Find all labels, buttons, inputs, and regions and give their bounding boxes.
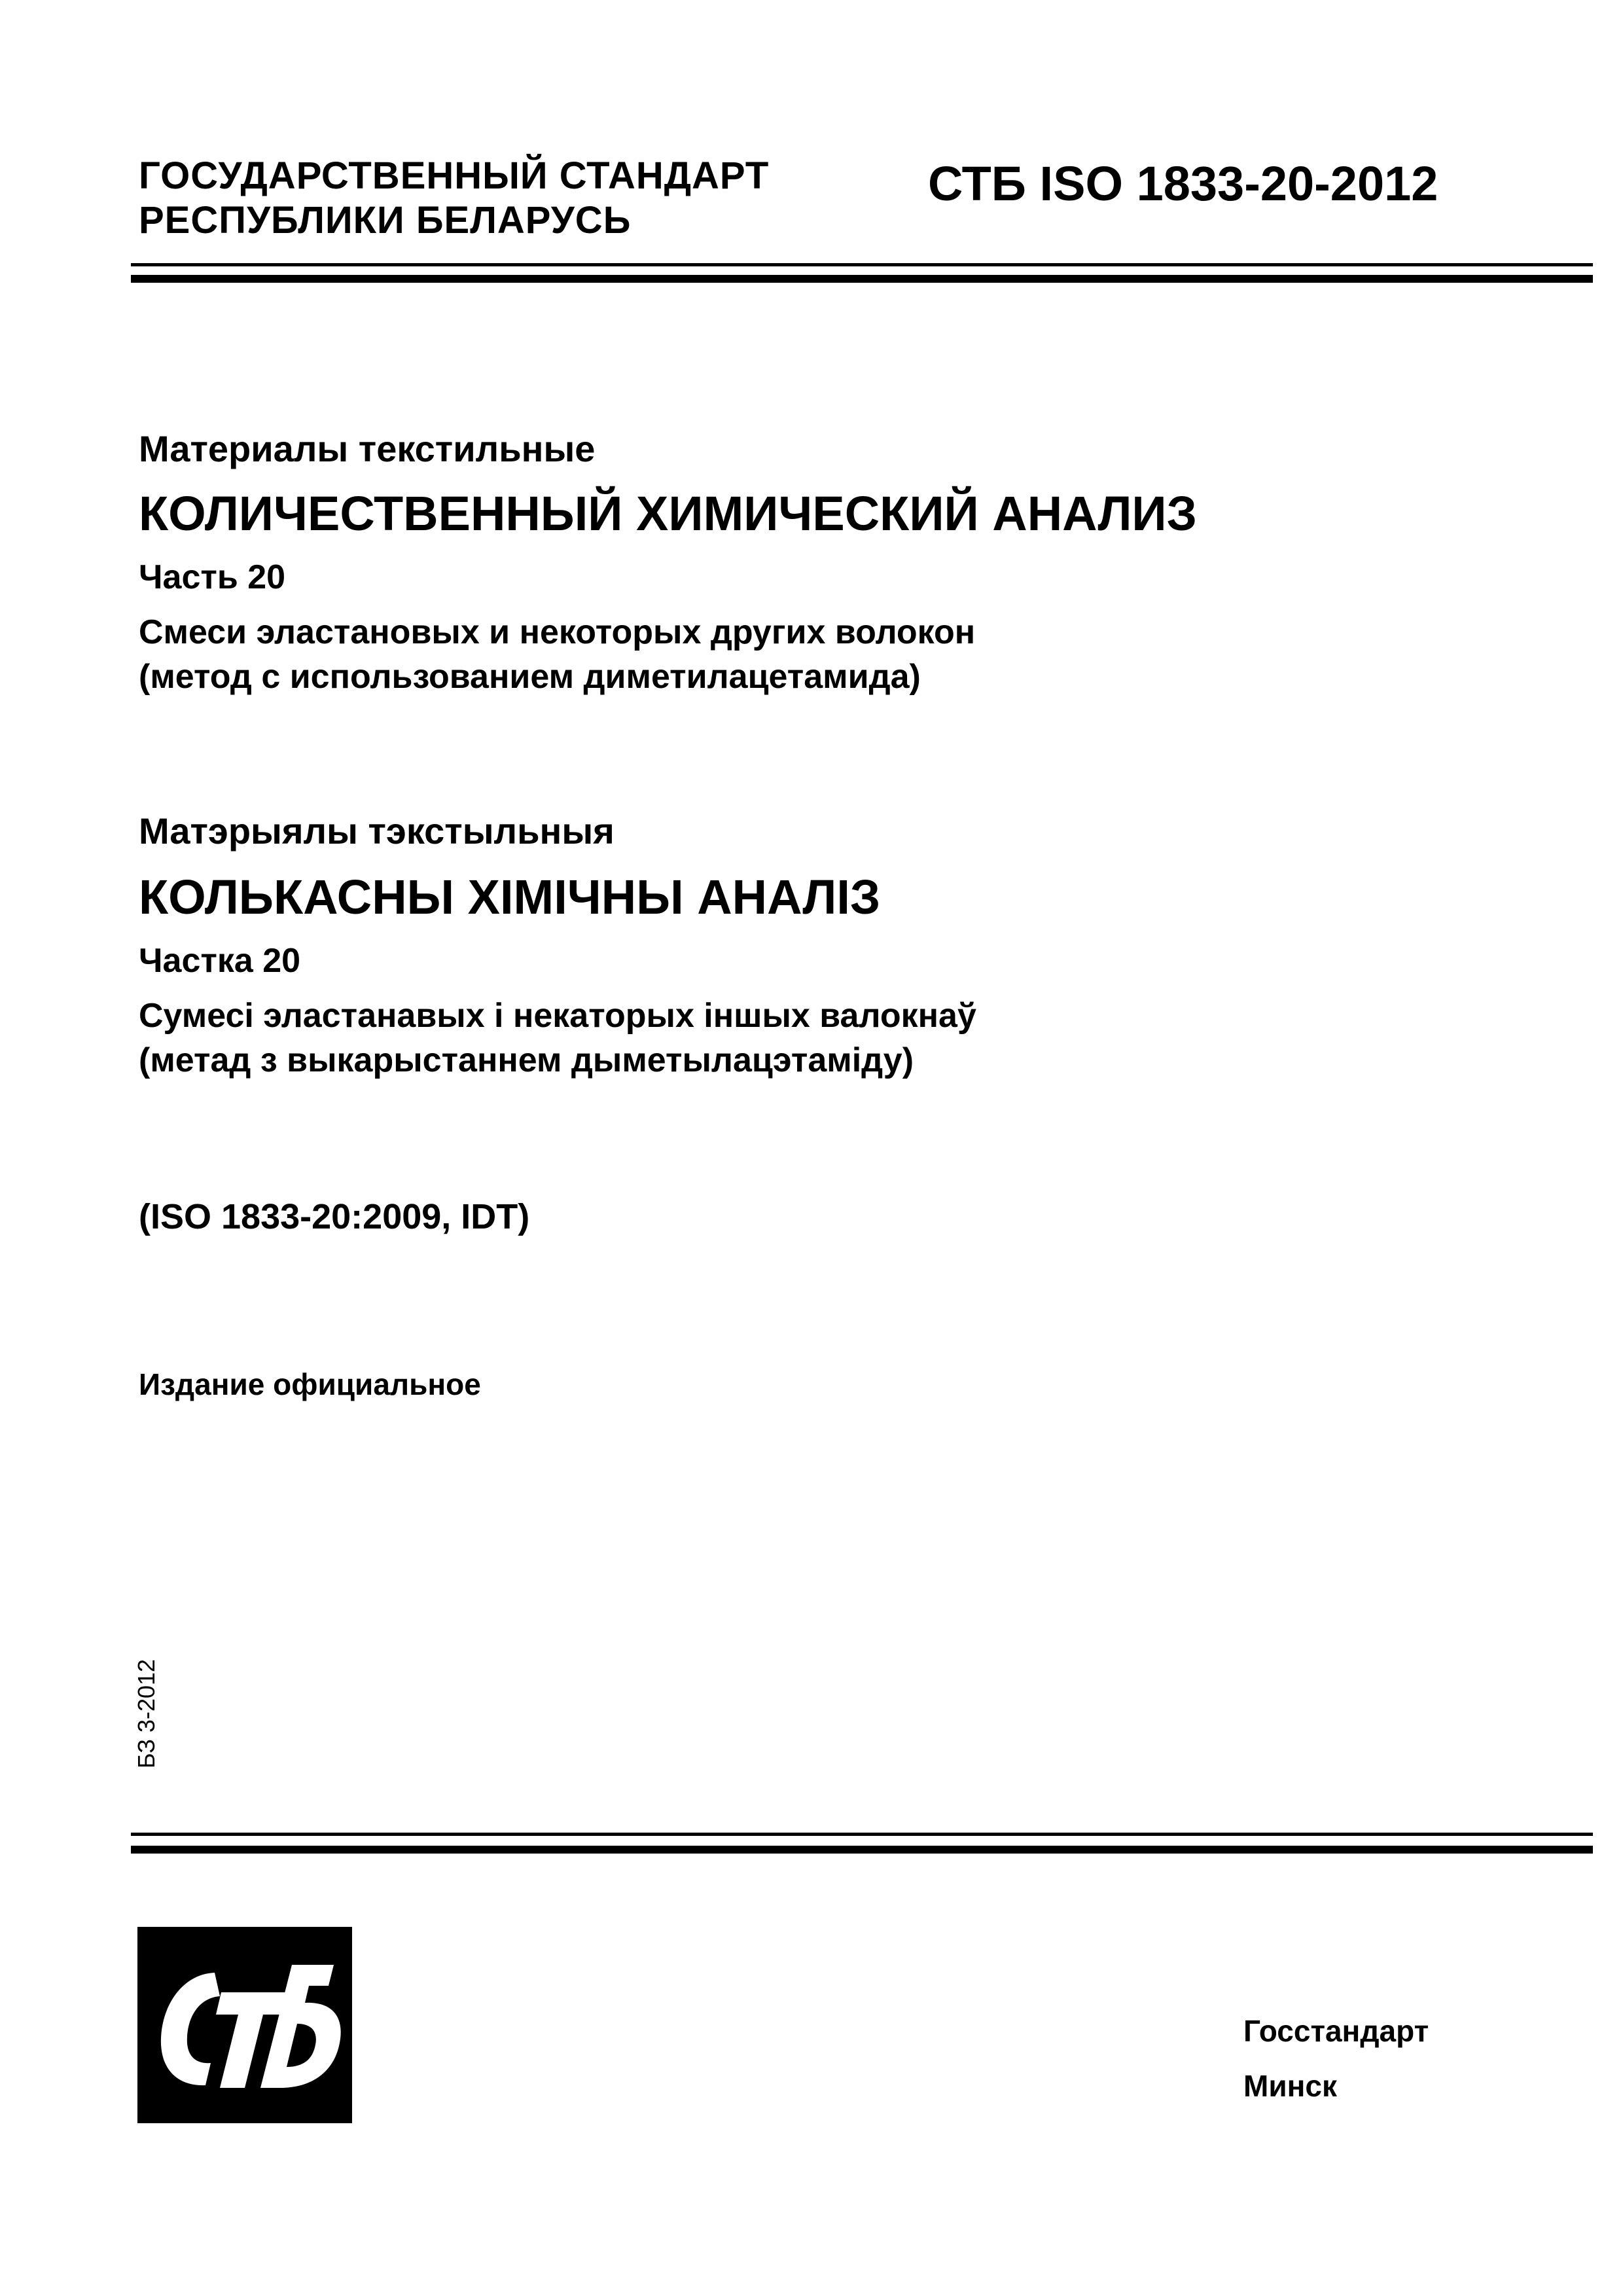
by-subtitle-line-2: (метад з выкарыстаннем дыметылацэтаміду) [139,1041,914,1079]
top-rule-thin [131,263,1593,266]
ru-title: КОЛИЧЕСТВЕННЫЙ ХИМИЧЕСКИЙ АНАЛИЗ [139,486,1197,541]
by-part: Частка 20 [139,942,301,980]
standard-code: СТБ ISO 1833-20-2012 [928,156,1438,211]
header-line-2: РЕСПУБЛИКИ БЕЛАРУСЬ [139,199,632,242]
by-title: КОЛЬКАСНЫ ХІМІЧНЫ АНАЛІЗ [139,870,881,924]
by-subtitle-line-1: Сумесі эластанавых і некаторых іншых валокнаў [139,997,976,1035]
header-line-1: ГОСУДАРСТВЕННЫЙ СТАНДАРТ [139,154,770,197]
bottom-rule-thin [131,1833,1593,1836]
ru-subtitle-line-2: (метод с использованием диметилацетамида) [139,658,921,696]
stb-logo-mark [137,1927,352,2123]
publisher-city: Минск [1243,2069,1337,2103]
ru-subtitle-line-1: Смеси эластановых и некоторых других волокон [139,613,976,651]
ru-subject: Материалы текстильные [139,428,596,469]
edition-label: Издание официальное [139,1367,481,1401]
by-subject: Матэрыялы тэкстыльныя [139,810,615,852]
top-rule-thick [131,275,1593,283]
ru-part: Часть 20 [139,558,286,596]
iso-identity: (ISO 1833-20:2009, IDT) [139,1197,530,1236]
bottom-rule-thick [131,1846,1593,1854]
stb-logo [137,1927,352,2123]
margin-note: БЗ 3-2012 [133,1659,160,1768]
publisher-name: Госстандарт [1243,2014,1429,2048]
